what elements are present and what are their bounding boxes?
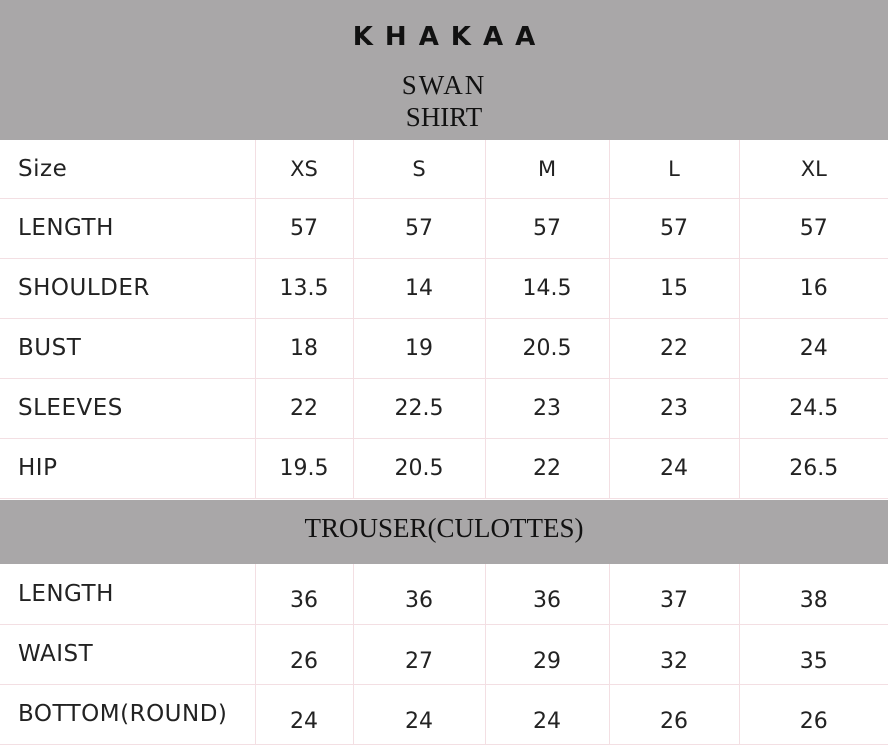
- table-cell: 24: [485, 684, 609, 744]
- table-cell: 57: [485, 198, 609, 258]
- table-cell: 57: [739, 198, 888, 258]
- table-cell: 57: [609, 198, 739, 258]
- table-cell: 23: [609, 378, 739, 438]
- product-name: SWAN: [401, 70, 487, 100]
- size-header-xs: XS: [255, 140, 353, 198]
- table-cell: 20.5: [485, 318, 609, 378]
- row-label: SHOULDER: [0, 258, 255, 318]
- size-header-xl: XL: [739, 140, 888, 198]
- table-cell: 24: [609, 438, 739, 498]
- table-cell: 19.5: [255, 438, 353, 498]
- table-cell: 26.5: [739, 438, 888, 498]
- table-cell: 19: [353, 318, 485, 378]
- table-cell: 22: [485, 438, 609, 498]
- row-label: SLEEVES: [0, 378, 255, 438]
- table-cell: 22.5: [353, 378, 485, 438]
- table-row: [0, 258, 888, 318]
- table-cell: 13.5: [255, 258, 353, 318]
- row-label: WAIST: [0, 624, 255, 684]
- table-cell: 24: [353, 684, 485, 744]
- table-cell: 29: [485, 624, 609, 684]
- table-row: [0, 378, 888, 438]
- table-cell: 24: [255, 684, 353, 744]
- table-cell: 23: [485, 378, 609, 438]
- table-cell: 24: [739, 318, 888, 378]
- table-cell: 38: [739, 564, 888, 624]
- table-cell: 26: [739, 684, 888, 744]
- size-header-m: M: [485, 140, 609, 198]
- table-cell: 15: [609, 258, 739, 318]
- table-cell: 57: [255, 198, 353, 258]
- table-cell: 24.5: [739, 378, 888, 438]
- table-cell: 26: [609, 684, 739, 744]
- trouser-size-table: [0, 564, 888, 745]
- shirt-size-table: [0, 140, 888, 499]
- table-cell: 36: [353, 564, 485, 624]
- table-cell: 20.5: [353, 438, 485, 498]
- table-cell: 14: [353, 258, 485, 318]
- table-row: [0, 318, 888, 378]
- shirt-section-title: SHIRT: [405, 102, 483, 132]
- table-cell: 14.5: [485, 258, 609, 318]
- table-cell: 32: [609, 624, 739, 684]
- row-label: BOTTOM(ROUND): [0, 684, 255, 744]
- table-cell: 18: [255, 318, 353, 378]
- table-cell: 22: [609, 318, 739, 378]
- table-cell: 35: [739, 624, 888, 684]
- row-label: BUST: [0, 318, 255, 378]
- table-cell: 57: [353, 198, 485, 258]
- table-cell: 16: [739, 258, 888, 318]
- size-header-label: Size: [0, 140, 255, 198]
- table-row: [0, 624, 888, 684]
- table-cell: 37: [609, 564, 739, 624]
- brand-logo: KHAKAA: [352, 22, 548, 52]
- table-row: [0, 564, 888, 624]
- trouser-section-title: TROUSER(CULOTTES): [304, 513, 584, 543]
- table-cell: 27: [353, 624, 485, 684]
- row-label: HIP: [0, 438, 255, 498]
- table-row: [0, 198, 888, 258]
- table-cell: 26: [255, 624, 353, 684]
- table-row: [0, 438, 888, 498]
- row-label: LENGTH: [0, 564, 255, 624]
- table-cell: 36: [485, 564, 609, 624]
- row-label: LENGTH: [0, 198, 255, 258]
- table-cell: 36: [255, 564, 353, 624]
- size-header-l: L: [609, 140, 739, 198]
- size-header-s: S: [353, 140, 485, 198]
- table-cell: 22: [255, 378, 353, 438]
- table-row: [0, 684, 888, 744]
- size-header-row: [0, 140, 888, 198]
